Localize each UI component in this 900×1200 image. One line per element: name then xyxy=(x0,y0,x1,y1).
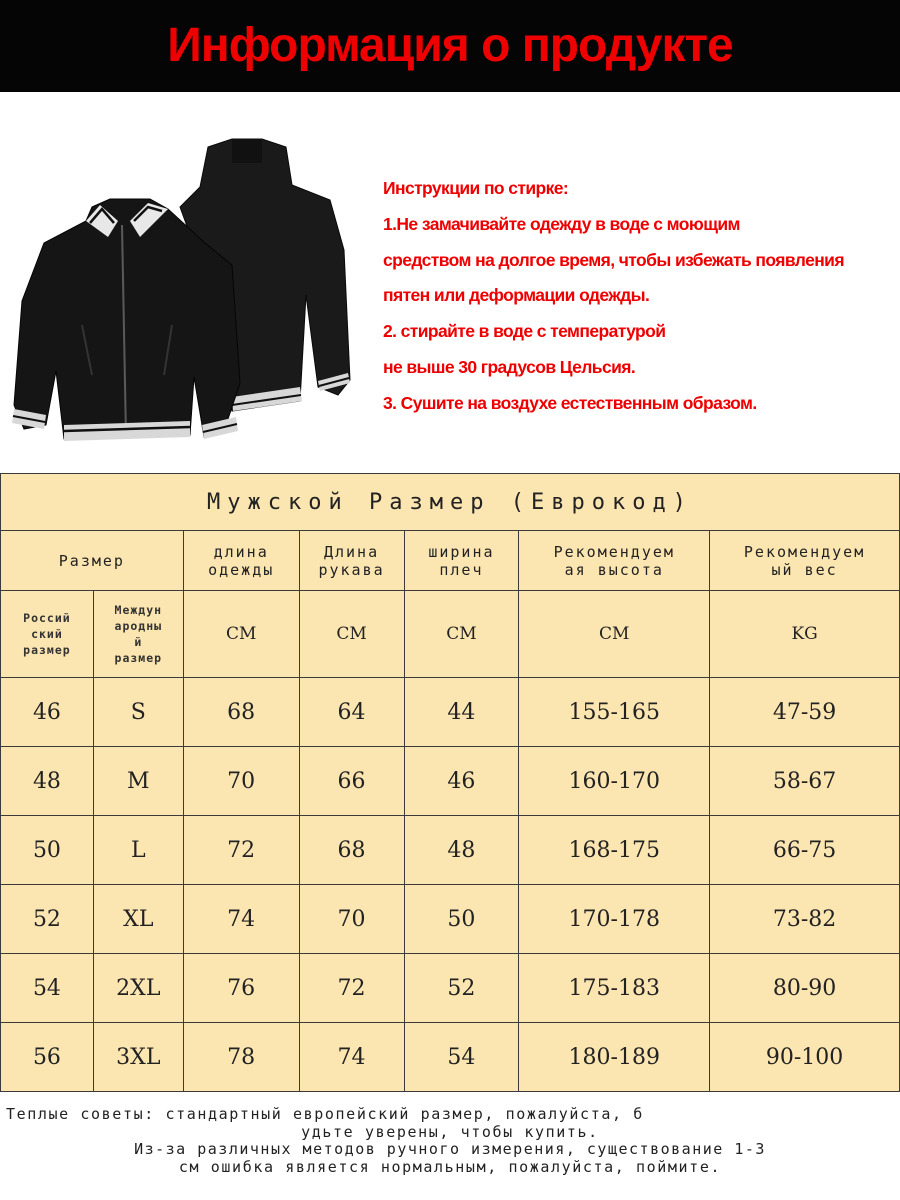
subheader-russian-size: Россий ский размер xyxy=(1,591,94,678)
cell: 58-67 xyxy=(710,747,900,816)
cell: 175-183 xyxy=(519,954,710,1023)
cell: M xyxy=(93,747,183,816)
footer-line: Теплые советы: стандартный европейский размер, пожалуйста, б xyxy=(6,1105,644,1123)
table-row xyxy=(1,816,900,885)
jacket-image xyxy=(0,125,370,455)
care-line: 1.Не замачивайте одежду в воде с моющим xyxy=(383,213,740,234)
table-row xyxy=(1,885,900,954)
cell: 68 xyxy=(183,678,299,747)
subheader-intl-size: Междун ародны й размер xyxy=(93,591,183,678)
cell: 46 xyxy=(404,747,519,816)
cell: 74 xyxy=(183,885,299,954)
page-title: Информация о продукте xyxy=(167,19,733,72)
cell: 72 xyxy=(183,816,299,885)
table-row xyxy=(1,954,900,1023)
unit-cell: CM xyxy=(404,591,519,678)
cell: 50 xyxy=(1,816,94,885)
cell: 54 xyxy=(1,954,94,1023)
footer-tips xyxy=(0,1106,900,1176)
cell: XL xyxy=(93,885,183,954)
cell: 155-165 xyxy=(519,678,710,747)
cell: 170-178 xyxy=(519,885,710,954)
unit-cell: CM xyxy=(183,591,299,678)
cell: 70 xyxy=(183,747,299,816)
cell: 168-175 xyxy=(519,816,710,885)
care-line: не выше 30 градусов Цельсия. xyxy=(383,356,636,377)
cell: 74 xyxy=(299,1023,404,1092)
cell: 90-100 xyxy=(710,1023,900,1092)
header-garment-length: длина одежды xyxy=(183,531,299,591)
cell: 47-59 xyxy=(710,678,900,747)
care-heading: Инструкции по стирке: xyxy=(383,178,569,198)
title-banner xyxy=(0,0,900,92)
care-line: пятен или деформации одежды. xyxy=(383,285,650,306)
cell: 66-75 xyxy=(710,816,900,885)
cell: 80-90 xyxy=(710,954,900,1023)
cell: L xyxy=(93,816,183,885)
unit-cell: CM xyxy=(299,591,404,678)
cell: 44 xyxy=(404,678,519,747)
washing-instructions xyxy=(383,171,898,422)
cell: 48 xyxy=(1,747,94,816)
table-row xyxy=(1,1023,900,1092)
cell: 3XL xyxy=(93,1023,183,1092)
size-chart xyxy=(0,473,900,1092)
cell: 52 xyxy=(404,954,519,1023)
table-row xyxy=(1,678,900,747)
header-recommended-height: Рекомендуем ая высота xyxy=(519,531,710,591)
unit-cell: KG xyxy=(710,591,900,678)
cell: 2XL xyxy=(93,954,183,1023)
care-line: 2. стирайте в воде с температурой xyxy=(383,321,666,342)
cell: 66 xyxy=(299,747,404,816)
cell: S xyxy=(93,678,183,747)
size-header: Размер xyxy=(1,531,184,591)
cell: 52 xyxy=(1,885,94,954)
cell: 72 xyxy=(299,954,404,1023)
cell: 73-82 xyxy=(710,885,900,954)
unit-cell: CM xyxy=(519,591,710,678)
header-sleeve-length: Длина рукава xyxy=(299,531,404,591)
cell: 54 xyxy=(404,1023,519,1092)
cell: 78 xyxy=(183,1023,299,1092)
table-caption: Мужской Размер (Еврокод) xyxy=(1,474,900,531)
care-line: средством на долгое время, чтобы избежать появления xyxy=(383,249,844,270)
cell: 46 xyxy=(1,678,94,747)
cell: 56 xyxy=(1,1023,94,1092)
header-recommended-weight: Рекомендуем ый вес xyxy=(710,531,900,591)
footer-line: удьте уверены, чтобы купить. xyxy=(301,1122,599,1141)
cell: 48 xyxy=(404,816,519,885)
cell: 70 xyxy=(299,885,404,954)
cell: 76 xyxy=(183,954,299,1023)
cell: 68 xyxy=(299,816,404,885)
cell: 160-170 xyxy=(519,747,710,816)
footer-line: см ошибка является нормальным, пожалуйста, поймите. xyxy=(178,1157,722,1176)
cell: 50 xyxy=(404,885,519,954)
cell: 180-189 xyxy=(519,1023,710,1092)
care-line: 3. Сушите на воздухе естественным образом. xyxy=(383,392,757,413)
table-row xyxy=(1,747,900,816)
header-shoulder-width: ширина плеч xyxy=(404,531,519,591)
cell: 64 xyxy=(299,678,404,747)
footer-line: Из-за различных методов ручного измерения, существование 1-3 xyxy=(134,1140,766,1158)
